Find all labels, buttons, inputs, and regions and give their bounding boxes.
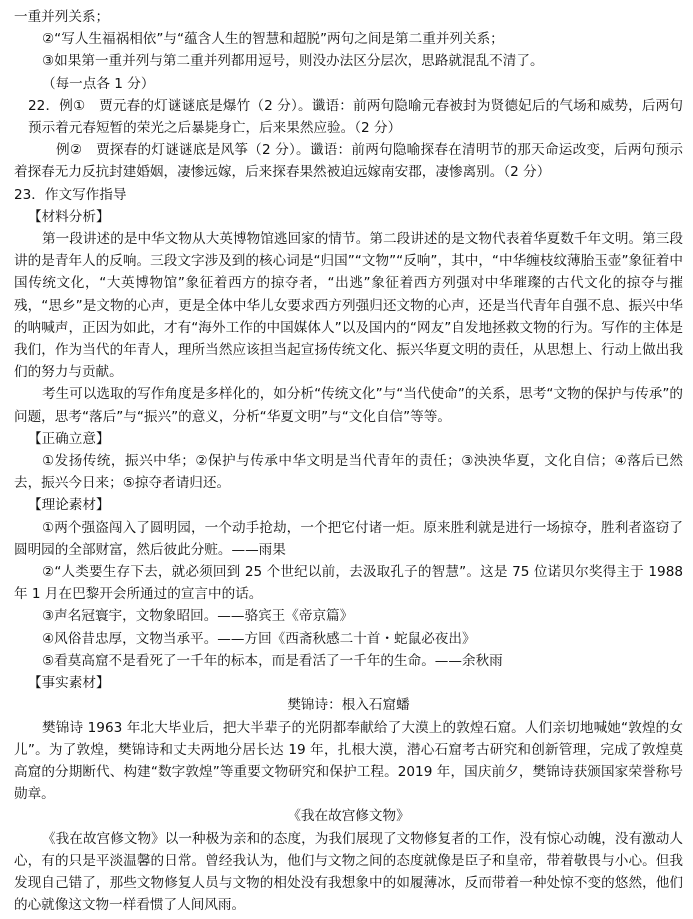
question-23-title: 23．作文写作指导 bbox=[14, 186, 127, 203]
theory-quote-2: ②“人类要生存下去，就必须回到 25 个世纪以前，去汲取孔子的智慧”。这是 75 位诺贝尔奖得主于 1988 年 1 月在巴黎开会所通过的宣言中的话。 bbox=[14, 564, 683, 603]
score-note: （每一点各 1 分） bbox=[42, 75, 155, 92]
answer-point-3: ③如果第一重并列与第二重并列都用逗号，则没办法区分层次，思路就混乱不清了。 bbox=[42, 53, 544, 70]
correct-theme-list: ①发扬传统，振兴中华；②保护与传承中华文明是当代青年的责任；③泱泱华夏，文化自信；④落后已然去，振兴今日来；⑤掠夺者请归还。 bbox=[14, 453, 683, 492]
section-material-analysis: 【材料分析】 bbox=[28, 208, 110, 225]
fact-title-palace-museum: 《我在故宫修文物》 bbox=[287, 808, 410, 825]
theory-quote-3: ③声名冠寰宇，文物象昭回。——骆宾王《帝京篇》 bbox=[42, 608, 354, 625]
answer-point-2: ②“写人生福祸相依”与“蕴含人生的智慧和超脱”两句之间是第二重并列关系； bbox=[42, 31, 504, 48]
section-theory-material: 【理论素材】 bbox=[28, 497, 110, 514]
fact-title-fan-jinshi: 樊锦诗：根入石窟蟠 bbox=[287, 697, 410, 714]
material-analysis-paragraph-2: 考生可以选取的写作角度是多样化的，如分析“传统文化”与“当代使命”的关系，思考“文物的保护与传承”的问题，思考“落后”与“振兴”的意义，分析“华夏文明”与“文化自信”等等。 bbox=[14, 386, 683, 425]
fact-paragraph-palace-museum: 《我在故宫修文物》以一种极为亲和的态度，为我们展现了文物修复者的工作，没有惊心动魄，没有激动人心，有的只是平淡温馨的日常。曾经我认为，他们与文物之间的态度就像是臣子和皇帝，带着敬畏与小心。但我发现自己错了，那些文物修复人员与文物的相处没有我想象中的如履薄冰，反而带着一种处惊不变的悠然，他们的心就像这文物一样看惯了人间风雨。 bbox=[14, 830, 683, 914]
question-22-example-2: 例② 贾探春的灯谜谜底是风筝（2 分）。谶语：前两句隐喻探春在清明节的那天命运改变，后两句预示着探春无力反抗封建婚姻，凄惨远嫁，后来探春果然被迫远嫁南安郡，凄惨离别。（2 分） bbox=[14, 142, 683, 181]
section-fact-material: 【事实素材】 bbox=[28, 675, 110, 692]
section-correct-theme: 【正确立意】 bbox=[28, 430, 110, 447]
question-22-example-1: 22．例① 贾元春的灯谜谜底是爆竹（2 分）。谶语：前两句隐喻元春被封为贤德妃后的气场和威势，后两句预示着元春短暂的荣光之后暴毙身亡，后来果然应验。（2 分） bbox=[28, 97, 683, 137]
line-prev-answer-end: 一重并列关系； bbox=[14, 9, 110, 25]
theory-quote-4: ④风俗昔忠厚，文物当承平。——方回《西斋秋感二十首・蛇鼠必夜出》 bbox=[42, 630, 476, 647]
theory-quote-1: ①两个强盗闯入了圆明园，一个动手抢劫，一个把它付诸一炬。原来胜利就是进行一场掠夺，胜利者盗窃了圆明园的全部财富，然后彼此分赃。——雨果 bbox=[14, 519, 683, 558]
fact-paragraph-fan-jinshi: 樊锦诗 1963 年北大毕业后，把大半辈子的光阴都奉献给了大漠上的敦煌石窟。人们亲切地喊她“敦煌的女儿”。为了敦煌，樊锦诗和丈夫两地分居长达 19 年，扎根大漠，潜心石窟考古研究和创新管理，完成了敦煌莫高窟的分期断代、构建“数字敦煌”等重要文物研究和保护工程。2019 年，国庆前夕，樊锦诗获颁国家荣誉称号勋章。 bbox=[14, 719, 683, 803]
material-analysis-paragraph-1: 第一段讲述的是中华文物从大英博物馆逃回家的情节。第二段讲述的是文物代表着华夏数千年文明。第三段讲的是青年人的反响。三段文字涉及到的核心词是“归国”“文物”“反响”，其中，“中华缠枝纹薄胎玉壶”象征着中国传统文化，“大英博物馆”象征着西方的掠夺者，“出逃”象征着西方列强对中华璀璨的古代文化的掠夺与摧残，“思乡”是文物的心声，更是全体中华儿女要求西方列强归还文物的心声，还是当代青年自强不息、振兴中华的呐喊声，正因为如此，才有“海外工作的中国媒体人”以及国内的“网友”自发地拯救文物的行为。写作的主体是我们，作为当代的年青人，理所当然应该担当起宣扬传统文化、振兴华夏文明的责任，从思想上、行动上做出我们的努力与贡献。 bbox=[14, 231, 683, 381]
theory-quote-5: ⑤看莫高窟不是看死了一千年的标本，而是看活了一千年的生命。——余秋雨 bbox=[42, 652, 503, 669]
